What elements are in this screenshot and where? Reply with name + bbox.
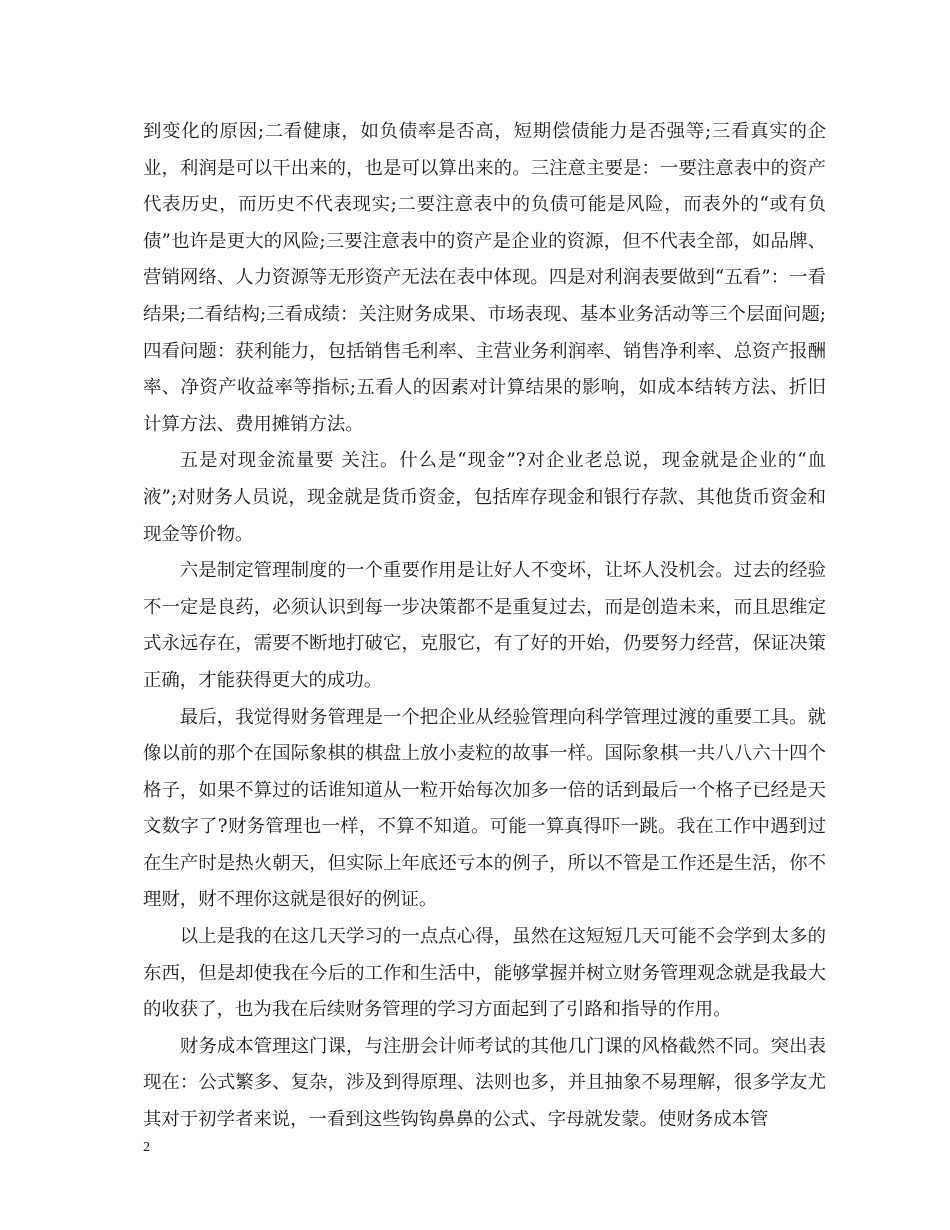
- paragraph-cash-flow: 五是对现金流量要 关注。什么是“现金”?对企业老总说，现金就是企业的“血液”;对财务人员说，现金就是货币资金，包括库存现金和银行存款、其他货币资金和现金等价物。: [143, 450, 826, 545]
- body-text: [143, 114, 826, 1139]
- paragraph-conclusion: 最后，我觉得财务管理是一个把企业从经验管理向科学管理过渡的重要工具。就像以前的那个在国际象棋的棋盘上放小麦粒的故事一样。国际象棋一共八八六十四个格子，如果不算过的话谁知道从一粒开始每次加多一倍的话到最后一个格子已经是天文数字了?财务管理也一样，不算不知道。可能一算真得吓一跳。我在工作中遇到过在生产时是热火朝天，但实际上年底还亏本的例子，所以不管是工作还是生活，你不理财，财不理你这就是很好的例证。: [143, 706, 826, 911]
- page-number: 2: [143, 1140, 150, 1155]
- paragraph-course-intro: 财务成本管理这门课，与注册会计师考试的其他几门课的风格截然不同。突出表现在：公式繁多、复杂，涉及到得原理、法则也多，并且抽象不易理解，很多学友尤其对于初学者来说，一看到这些钩钩鼻鼻的公式、字母就发蒙。使财务成本管: [143, 1035, 826, 1131]
- paragraph-management-system: 六是制定管理制度的一个重要作用是让好人不变坏，让坏人没机会。过去的经验不一定是良药，必须认识到每一步决策都不是重复过去，而是创造未来，而且思维定式永远存在，需要不断地打破它，克服它，有了好的开始，仍要努力经营，保证决策正确，才能获得更大的成功。: [143, 560, 826, 691]
- paragraph-continued: 到变化的原因;二看健康，如负债率是否高，短期偿债能力是否强等;三看真实的企业，利润是可以干出来的，也是可以算出来的。三注意主要是：一要注意表中的资产代表历史，而历史不代表现实;二要注意表中的负债可能是风险，而表外的“或有负债”也许是更大的风险;三要注意表中的资产是企业的资源，但不代表全部，如品牌、营销网络、人力资源等无形资产无法在表中体现。四是对利润表要做到“五看”：一看结果;二看结构;三看成绩：关注财务成果、市场表现、基本业务活动等三个层面问题;四看问题：获利能力，包括销售毛利率、主营业务利润率、销售净利率、总资产报酬率、净资产收益率等指标;五看人的因素对计算结果的影响，如成本结转方法、折旧计算方法、费用摊销方法。: [143, 121, 826, 435]
- paragraph-summary: 以上是我的在这几天学习的一点点心得，虽然在这短短几天可能不会学到太多的东西，但是却使我在今后的工作和生活中，能够掌握并树立财务管理观念就是我最大的收获了，也为我在后续财务管理的学习方面起到了引路和指导的作用。: [143, 926, 826, 1021]
